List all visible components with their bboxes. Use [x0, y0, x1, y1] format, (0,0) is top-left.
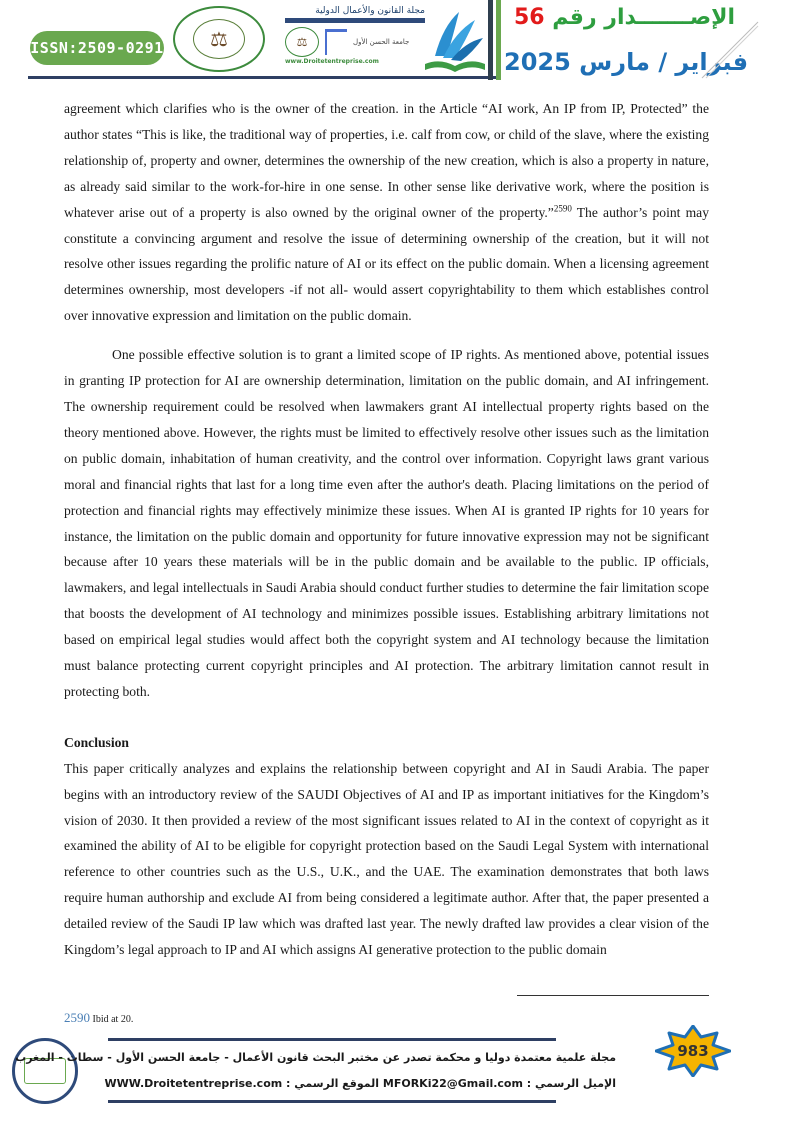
issue-number: 56 — [514, 5, 545, 30]
section-heading-conclusion: Conclusion — [64, 734, 129, 750]
university-name: جامعة الحسن الأول — [353, 38, 410, 46]
lab-mini-seal-icon: ⚖ — [285, 27, 319, 57]
editor-seal-logo — [12, 1038, 78, 1104]
issue-date: فبراير / مارس 2025 — [504, 48, 749, 76]
page-number-badge — [655, 1025, 731, 1077]
header-vertical-bar-dark — [488, 0, 493, 80]
footnote-reference[interactable]: 2590 — [553, 203, 572, 214]
footer-bottom-rule — [108, 1100, 556, 1103]
issue-label: الإصـــــــدار رقم — [552, 5, 736, 30]
paragraph-limited-ip-rights: One possible effective solution is to grant a limited scope of IP rights. As mentioned above, potential issues in granting IP protection for AI are ownership determination, limitation on the public domain, and AI infringement. The ownership requirement could be resolved when lawmakers grant AI intellectual property rights based on the theory mentioned above. However, the rights must be limited to effectively resolve other issues such as the limitation on public domain, inhabitation of human creativity, and the control over information. Copyright laws grant various moral and financial rights that last for a long time even after the author's death. Placing limitations on the period of protection and financial rights may effectively minimize these issues. When AI is granted IP rights for 10 years for instance, the limitation on the public domain and opportunity for future innovative expression may not be significant because after 10 years these materials will be in the public domain and be available to the public. IP officials, lawmakers, and legal intellectuals in Saudi Arabia should conduct further studies to determine the fair limitation scope that boosts the development of AI technology and minimizes possible issues. Establishing arbitrary limitations not based on empirical legal studies would affect both the copyright system and AI technology because the limitation must balance protecting current copyright principles and AI protection. The arbitrary limitation cannot result in protecting both. — [64, 347, 709, 699]
article-body — [64, 96, 709, 963]
research-lab-seal-logo — [173, 6, 265, 72]
masthead-website: www.Droitetentreprise.com — [285, 58, 379, 65]
partner-logos — [285, 26, 425, 58]
footer-journal-description: مجلة علمية معتمدة دوليا و محكمة تصدر عن مختبر البحث قانون الأعمال - جامعة الحسن الأول - سطات - المغرب — [15, 1051, 616, 1064]
footer-top-rule — [108, 1038, 556, 1041]
decorative-diagonal-lines — [700, 20, 760, 80]
page-number: 983 — [677, 1042, 709, 1060]
scales-of-justice-icon: ⚖ — [193, 19, 245, 59]
footnote-number: 2590 — [64, 1010, 90, 1025]
university-logo-icon — [325, 29, 347, 55]
journal-title-arabic: مجلة القانون والأعمال الدولية — [315, 6, 425, 16]
paragraph-conclusion: This paper critically analyzes and explains the relationship between copyright and AI in Saudi Arabia. The paper begins with an introductory review of the SAUDI Objectives of AI and IP as important initiatives for the Kingdom’s vision of 2030. It then provided a review of the most significant issues related to AI in the context of copyright as it examined the ability of AI to be eligible for copyright protection based on the Saudi Legal System with international reference to other countries such as the U.S., U.K., and the UAE. The examination demonstrates that both laws require human authorship and exclude AI from being considered a legitimate author. After that, the paper presented a detailed review of the Saudi IP law which was drafted last year. The newly drafted law provides a clear vision of the Kingdom’s legal approach to IP and AI which assigns AI generative protection to the public domain — [64, 760, 709, 958]
issn-badge: ISSN:2509-0291 — [30, 31, 164, 65]
footer-contact-info: الإميل الرسمي : MFORKi22@Gmail.com الموقع الرسمي : WWW.Droitetentreprise.com — [104, 1077, 616, 1090]
footnote-separator — [517, 995, 709, 996]
journal-masthead — [285, 6, 425, 70]
open-book-logo-icon — [425, 6, 485, 72]
footnote — [64, 1010, 133, 1026]
header-vertical-bar-green — [496, 0, 501, 80]
paragraph-ownership: agreement which clarifies who is the owner of the creation. in the Article “AI work, An IP from IP, Protected” the author states “This is like, the traditional way of properties, i.e. calf from cow, or child of the slave, where the existing relationship of, property and owner, determines the ownership of the new creation, which is also a property in nature, as already said similar to the work-for-hire in one sense. In other sense like derivative work, where the position is whatever arise out of a property is also owned by the original owner of the property.”$^{2590}$ The author’s point may constitute a convincing argument and resolve the issue of determining ownership of the creation, but it will not resolve other issues regarding the prolific nature of AI or its effect on the public domain. When a licensing agreement determines ownership, most developers -if not all- would assert copyrightability to them which establishes control over innovative expression and limitation on the public domain. — [64, 101, 709, 324]
header-divider — [28, 76, 498, 79]
footnote-text: Ibid at 20. — [90, 1014, 134, 1025]
journal-subtitle-bar — [285, 18, 425, 23]
